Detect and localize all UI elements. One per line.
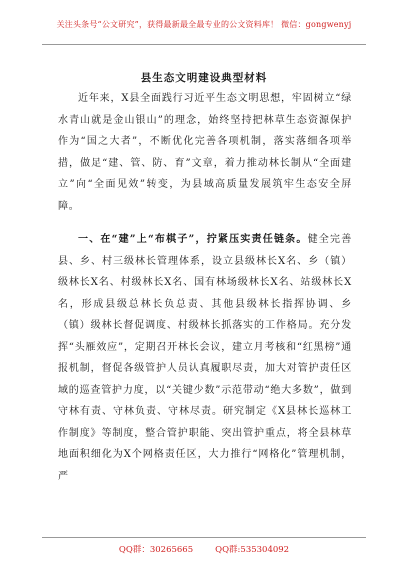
header-divider xyxy=(42,44,366,45)
document-title: 县生态文明建设典型材料 xyxy=(140,72,268,84)
paragraph-section-1 xyxy=(58,229,352,487)
section-1-heading: 一、在“建”上“布棋子”，拧紧压实责任链条。 xyxy=(78,234,308,245)
paragraph-intro: 近年来，X县全面践行习近平生态文明思想，牢固树立“绿水青山就是金山银山”的理念，始终坚持把林草生态资源保护作为“国之大者”，不断优化完善各项机制，落实落细各项举措，做足“建、管、防、育”文章，着力推动林长制从“全面建立”向“全面见效”转变，为县域高质量发展筑牢生态安全屏障。 xyxy=(58,93,352,212)
footer-divider xyxy=(42,537,366,538)
footer-qq-group-1: QQ群：30265665 xyxy=(118,545,194,555)
section-1-text: 健全完善县、乡、村三级林长管理体系，设立县级林长X名、乡（镇）级林长X名、村级林长X名、国有林场级林长X名、站级林长X名，形成县级总林长负总责、其他县级林长指挥协调、乡（镇）级林长督促调度、村级林长抓落实的工作格局。充分发挥“头雁效应”，定期召开林长会议，建立月考核和“红黑榜”通报机制，督促各级管护人员认真履职尽责，加大对管护责任区域的巡查管护力度，以“关键少数”示范带动“绝大多数”，做到守林有责、守林负责、守林尽责。研究制定《X县林长巡林工作制度》等制度，整合管护职能、突出管护重点，将全县林草地面积细化为X个网格责任区，大力推行“网格化”管理机制，严 xyxy=(58,234,353,482)
page-header xyxy=(0,0,408,50)
header-notice: 关注头条号“公文研究”，获得最新最全最专业的公文资料库！ 微信：gongwenyj xyxy=(56,20,352,29)
footer-contacts xyxy=(0,543,408,555)
footer-qq-group-2: QQ群:535304092 xyxy=(215,545,290,555)
page-footer xyxy=(0,543,408,557)
document-body xyxy=(58,88,352,487)
